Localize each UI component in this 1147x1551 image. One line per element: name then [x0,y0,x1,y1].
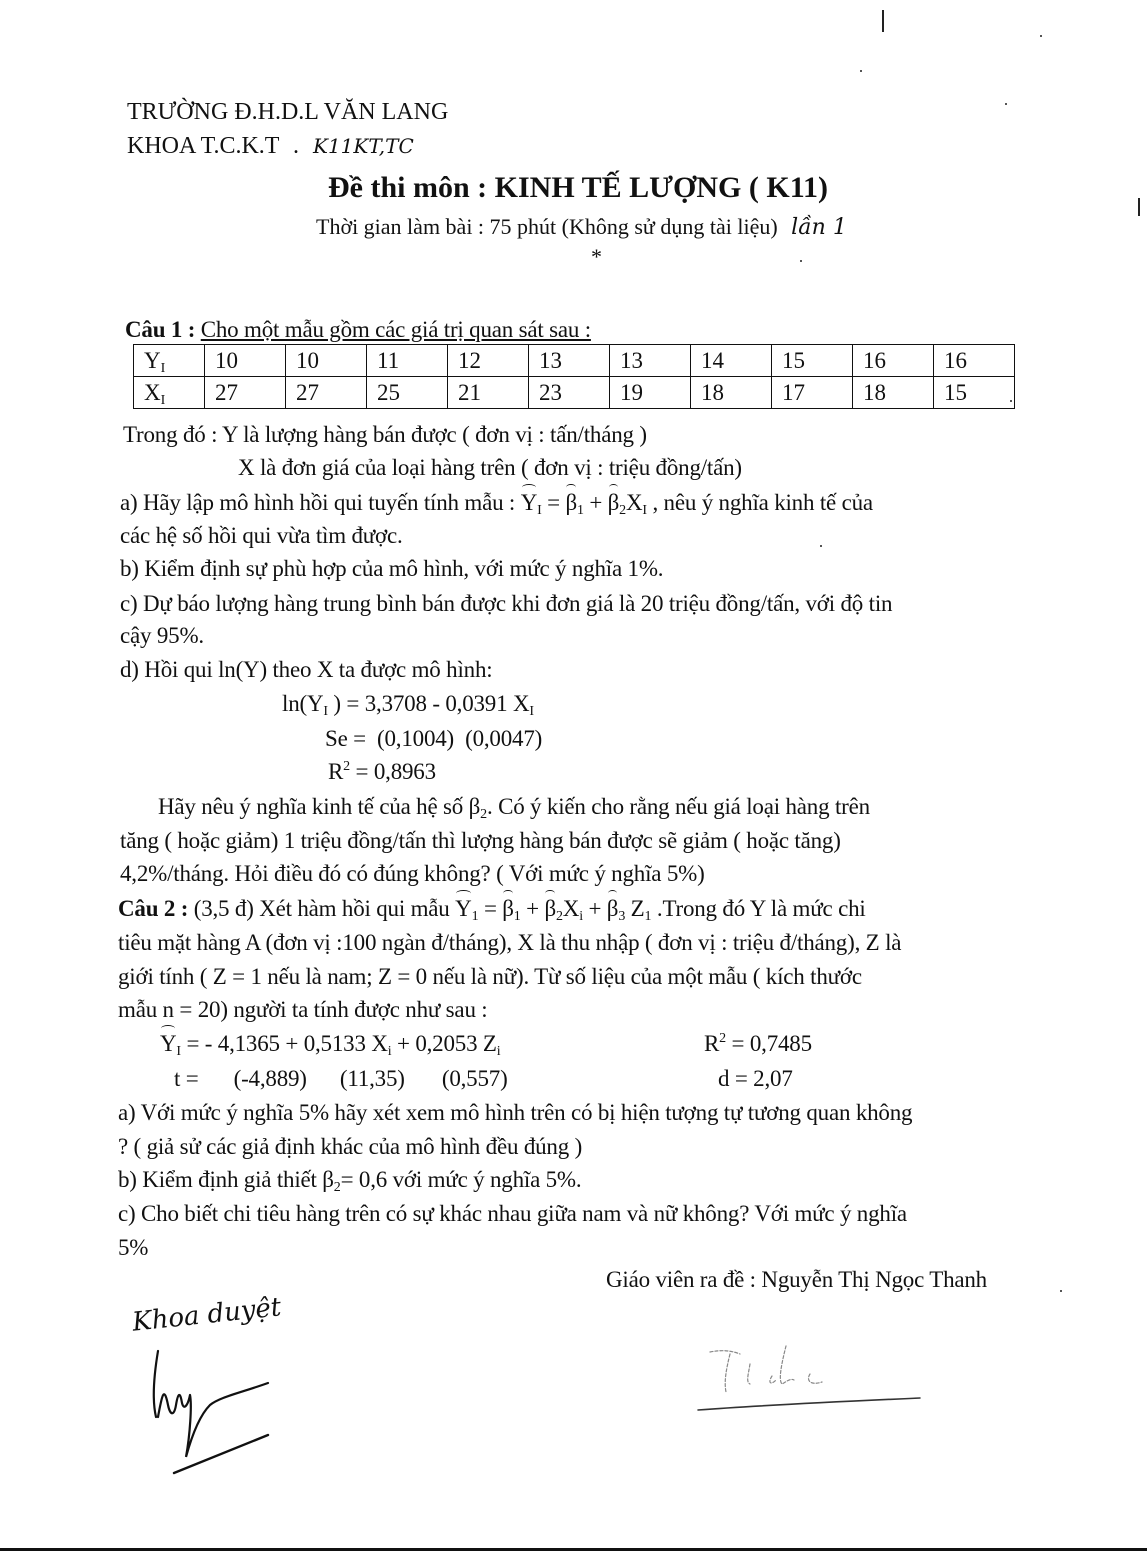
table-cell: 13 [529,345,610,377]
table-cell: 19 [610,377,691,409]
faculty-name: KHOA T.C.K.T [127,133,280,159]
q2-line4: mẫu n = 20) người ta tính được như sau : [118,997,488,1022]
q2-part-c-line2: 5% [118,1235,149,1260]
d-se-2: (0,0047) [465,726,543,751]
table-cell: 13 [610,345,691,377]
table-cell: 27 [205,377,286,409]
table-cell: 27 [286,377,367,409]
d-r2-value: 0,8963 [373,759,436,784]
duration-text: Thời gian làm bài : 75 phút (Không sử dụng tài liệu) [316,214,778,239]
q1-where-x: X là đơn giá của loại hàng trên ( đơn vị : triệu đồng/tấn) [238,455,742,480]
d-intercept: 3,3708 [364,691,427,716]
table-cell: 18 [853,377,934,409]
q2-b2: 0,5133 [303,1031,366,1056]
q2-durbin-watson: d = 2,07 [718,1066,793,1091]
q2-r2: $R^2 = 0,7485$ [704,1031,812,1056]
q1-where-y: Trong đó : Y là lượng hàng bán được ( đơn vị : tấn/tháng ) [123,422,647,447]
scan-mark [1138,198,1140,216]
attempt-handwritten-note: lần 1 [791,215,847,240]
q1-label: Câu 1 : [125,317,196,342]
table-cell: 10 [286,345,367,377]
row-header: $X_I$ [134,377,205,409]
table-cell: 21 [448,377,529,409]
table-cell: 15 [934,377,1015,409]
table-cell: 23 [529,377,610,409]
row-header: $Y_I$ [134,345,205,377]
q2-line2: tiêu mặt hàng A (đơn vị :100 ngàn đ/tháng), X là thu nhập ( đơn vị : triệu đ/tháng), Z là [118,930,902,955]
faculty-handwritten-note: K11KT,TC [313,134,414,158]
table-cell: 16 [934,345,1015,377]
table-cell: 16 [853,345,934,377]
faculty-separator: . [293,133,300,159]
q1-a-pre: a) Hãy lập mô hình hồi qui tuyến tính mẫu : [120,490,516,515]
q2-r2-value: 0,7485 [749,1031,812,1056]
q2-points: (3,5 đ) Xét hàm hồi qui mẫu [193,896,450,921]
q1-a-formula: $Y_I = \beta_1 + \beta_2X_I$ [520,490,647,518]
q1-part-b: b) Kiểm định sự phù hợp của mô hình, với mức ý nghĩa 1%. [120,556,664,581]
faculty-line [127,133,414,160]
q1-part-c-line1: c) Dự báo lượng hàng trung bình bán được khi đơn giá là 20 triệu đồng/tấn, với độ tin [120,591,893,616]
q2-part-b: b) Kiểm định giả thiết $\beta_2= 0,6$ với mức ý nghĩa 5%. [118,1167,582,1195]
q2-b3: 0,2053 [415,1031,478,1056]
q1-part-c-line2: cậy 95%. [120,623,204,648]
q2-model-equation: $Y_I$ = - 4,1365 + 0,5133 $X_i + 0,2053$ $Z_i$ [160,1031,501,1059]
dean-signature [140,1345,300,1485]
q2-line3: giới tính ( Z = 1 nếu là nam; Z = 0 nếu là nữ). Từ số liệu của một mẫu ( kích thước [118,964,862,989]
q1-a-post: , nêu ý nghĩa kinh tế của [652,490,873,515]
q2-t-3: (0,557) [441,1066,508,1091]
scan-mark [882,10,884,32]
d-se-1: (0,1004) [377,726,454,751]
q2-formula: $Y_1 = \beta_1 + \beta_2X_i + \beta_3$ $Z_1$ [455,896,652,924]
approval-handwritten-note: Khoa duyệt [130,1292,283,1338]
q1-part-a-line2: các hệ số hồi qui vừa tìm được. [120,523,403,548]
q2-intercept: - 4,1365 [204,1031,280,1056]
q2-label: Câu 2 : [118,896,189,921]
q1-d-question-line3: 4,2%/tháng. Hỏi điều đó có đúng không? ( Với mức ý nghĩa 5%) [120,861,705,886]
table-cell: 25 [367,377,448,409]
school-name: TRƯỜNG Đ.H.D.L VĂN LANG [127,99,449,125]
d-slope: 0,0391 [445,691,508,716]
table-cell: 15 [772,345,853,377]
q1-d-question-line2: tăng ( hoặc giảm) 1 triệu đồng/tấn thì lượng hàng bán được sẽ giảm ( hoặc tăng) [120,828,841,853]
q2-part-a-line1: a) Với mức ý nghĩa 5% hãy xét xem mô hình trên có bị hiện tượng tự tương quan không [118,1100,913,1125]
q1-intro-line [125,318,591,341]
teacher-signature [690,1340,930,1420]
q2-t-stats: t = (-4,889) (11,35) (0,557) [174,1066,508,1091]
table-cell: 18 [691,377,772,409]
table-row [134,345,1015,377]
table-cell: 12 [448,345,529,377]
q2-t-2: (11,35) [339,1066,405,1091]
table-cell: 14 [691,345,772,377]
teacher-credit: Giáo viên ra đề : Nguyễn Thị Ngọc Thanh [606,1267,987,1292]
q2-intro-post: .Trong đó Y là mức chi [656,896,866,921]
table-row [134,377,1015,409]
q1-part-a [120,490,873,518]
q1-d-model-r2: $R^2 = 0,8963$ [328,759,436,784]
q2-part-c-line1: c) Cho biết chi tiêu hàng trên có sự khác nhau giữa nam và nữ không? Với mức ý nghĩa [118,1201,907,1226]
q1-d-model-equation: $\ln(Y_I$ ) = 3,3708 - 0,0391 $X_I$ [282,691,534,719]
q1-d-question-line1: Hãy nêu ý nghĩa kinh tế của hệ số $\beta_2$. Có ý kiến cho rằng nếu giá loại hàng trên [158,794,870,822]
q2-t-1: (-4,889) [233,1066,307,1091]
exam-title: Đề thi môn : KINH TẾ LƯỢNG ( K11) [328,171,829,204]
asterisk-mark: * [591,244,602,269]
table-cell: 10 [205,345,286,377]
q1-intro: Cho một mẫu gồm các giá trị quan sát sau : [200,317,591,342]
observation-table [133,344,1015,409]
q1-part-d-intro: d) Hồi qui ln(Y) theo X ta được mô hình: [120,657,493,682]
table-cell: 17 [772,377,853,409]
q2-intro-line [118,896,866,924]
q1-d-model-se: Se = (0,1004) (0,0047) [325,726,543,751]
exam-duration [316,214,847,240]
table-cell: 11 [367,345,448,377]
q2-part-a-line2: ? ( giả sử các giả định khác của mô hình đều đúng ) [118,1134,583,1159]
